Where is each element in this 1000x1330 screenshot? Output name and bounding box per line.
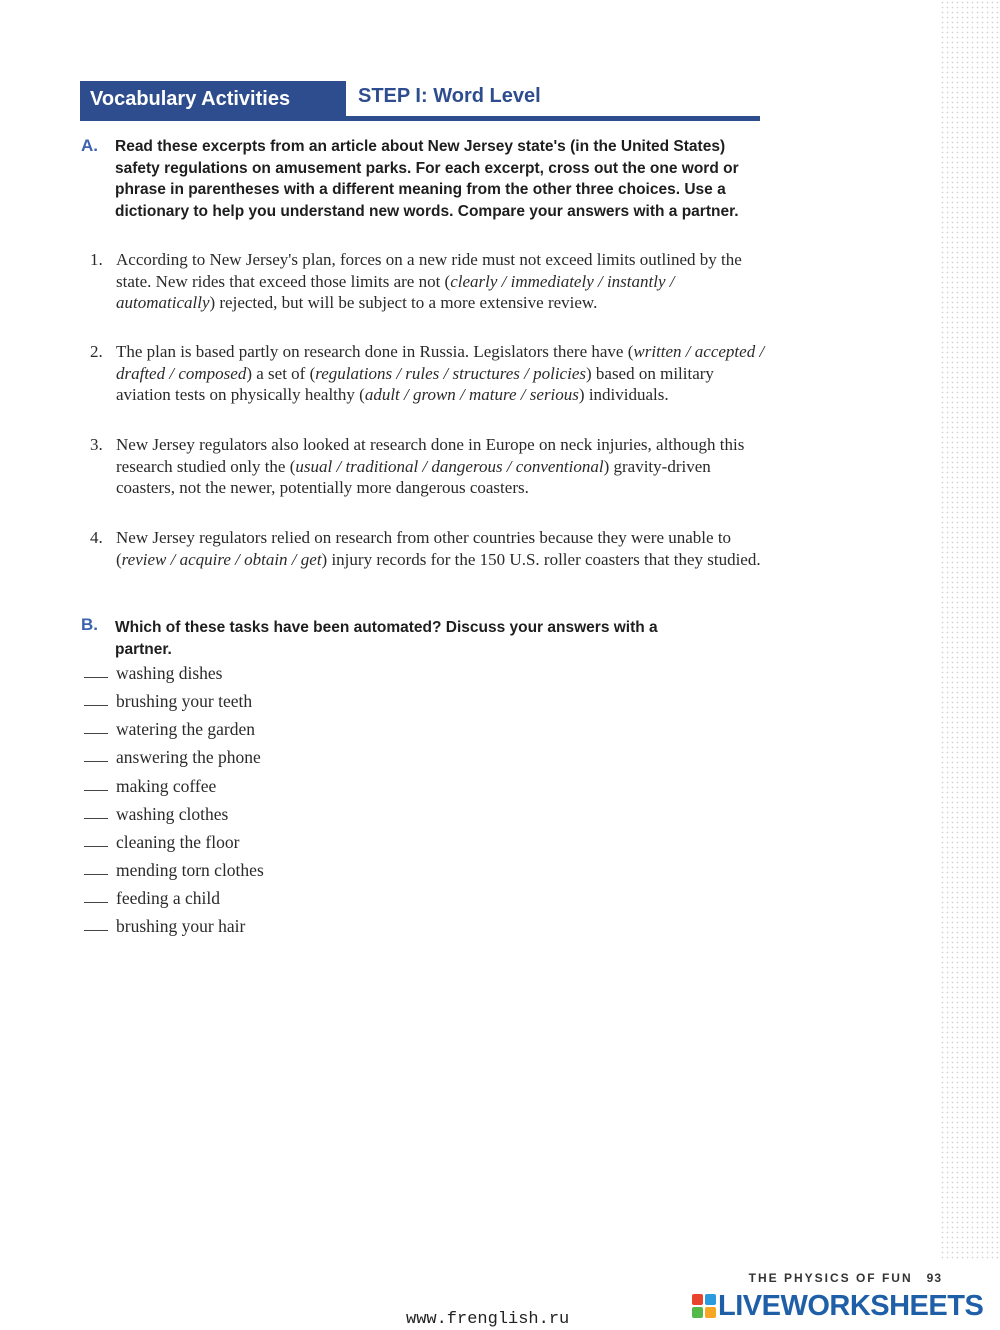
excerpt-text (116, 341, 766, 406)
excerpt-number: 1. (90, 250, 103, 269)
excerpt-text (116, 434, 766, 499)
section-a-letter: A. (81, 136, 98, 155)
page-number: 93 (926, 1271, 942, 1285)
answer-blank[interactable] (84, 930, 108, 931)
excerpt-text (116, 527, 766, 570)
section-b-instructions: Which of these tasks have been automated? Discuss your answers with a partner. (115, 619, 658, 658)
liveworksheets-logo-icon (692, 1294, 716, 1318)
task-label: feeding a child (116, 888, 220, 908)
word-choice-group[interactable]: written / accepted / drafted / composed (116, 342, 765, 383)
book-title: THE PHYSICS OF FUN (748, 1271, 913, 1285)
word-choice-group[interactable]: adult / grown / mature / serious (364, 385, 579, 404)
excerpt-number: 2. (90, 342, 103, 361)
excerpt-fragment: The plan is based partly on research done in Russia. Legislators there have ( (116, 342, 634, 361)
word-choice-group[interactable]: regulations / rules / structures / policies (315, 363, 586, 383)
excerpt-text (116, 249, 766, 314)
answer-blank[interactable] (84, 818, 108, 819)
section-label: Vocabulary Activities (80, 81, 346, 121)
excerpt-fragment: ) a set of ( (246, 363, 316, 383)
excerpt-number: 4. (90, 528, 103, 547)
task-label: washing clothes (116, 804, 229, 824)
task-label: brushing your teeth (116, 691, 253, 711)
excerpt-fragment: ) injury records for the 150 U.S. roller coasters that they studied. (321, 549, 761, 569)
excerpt-fragment: ) gravity-driven coasters, not the newer, potentially more dangerous coasters. (116, 456, 711, 497)
page-edge-texture (940, 0, 1000, 1260)
section-header (80, 81, 760, 121)
answer-blank[interactable] (84, 733, 108, 734)
page-footer (749, 1271, 942, 1285)
excerpt-fragment: ) based on military aviation tests on physically healthy ( (116, 363, 714, 404)
section-b-letter: B. (81, 615, 98, 634)
answer-blank[interactable] (84, 790, 108, 791)
section-a-instructions: Read these excerpts from an article about New Jersey state's (in the United States) safety regulations on amusement parks. For each excerpt, cross out the one word or phrase in parentheses with a different meaning from the other three choices. Use a dictionary to help you understand new words. Compare your answers with a partner. (115, 138, 739, 220)
task-label: making coffee (116, 776, 217, 796)
excerpt-fragment: New Jersey regulators relied on research from other countries because they were unable to ( (116, 528, 732, 569)
watermark-url[interactable]: www.frenglish.ru (406, 1310, 570, 1329)
excerpt-fragment: According to New Jersey's plan, forces on a new ride must not exceed limits outlined by the state. New rides that exceed those limits are not ( (116, 250, 742, 291)
task-label: watering the garden (116, 719, 255, 739)
answer-blank[interactable] (84, 874, 108, 875)
answer-blank[interactable] (84, 705, 108, 706)
task-label: brushing your hair (116, 916, 246, 936)
answer-blank[interactable] (84, 902, 108, 903)
excerpt-number: 3. (90, 435, 103, 454)
word-choice-group[interactable]: clearly / immediately / instantly / automatically (116, 271, 675, 312)
word-choice-group[interactable]: usual / traditional / dangerous / conventional (295, 456, 604, 476)
excerpt-fragment: ) individuals. (578, 385, 669, 404)
answer-blank[interactable] (84, 677, 108, 678)
answer-blank[interactable] (84, 846, 108, 847)
word-choice-group[interactable]: review / acquire / obtain / get (121, 549, 322, 569)
task-label: mending torn clothes (116, 860, 264, 880)
task-label: answering the phone (116, 747, 261, 767)
excerpt-fragment: New Jersey regulators also looked at research done in Europe on neck injuries, although this research studied only the ( (116, 435, 745, 476)
brand-name: LIVEWORKSHEETS (718, 1290, 984, 1322)
task-label: cleaning the floor (116, 832, 240, 852)
excerpt-fragment: ) rejected, but will be subject to a more extensive review. (209, 293, 598, 312)
task-label: washing dishes (116, 663, 223, 683)
step-label: STEP I: Word Level (358, 85, 541, 107)
answer-blank[interactable] (84, 761, 108, 762)
